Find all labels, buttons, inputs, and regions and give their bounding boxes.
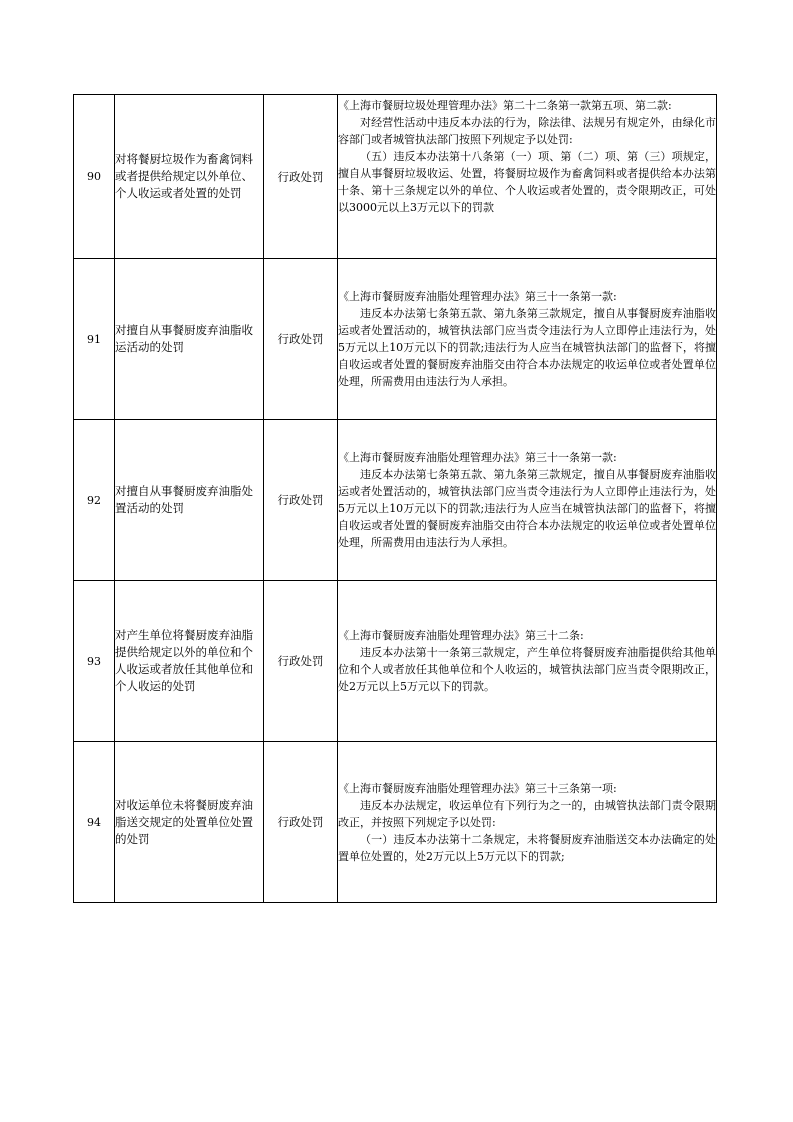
- action-type: 行政处罚: [264, 581, 338, 742]
- law-reference: 《上海市餐厨废弃油脂处理管理办法》第三十二条:: [338, 629, 584, 642]
- legal-basis: [338, 95, 717, 259]
- row-number: 93: [74, 581, 115, 742]
- legal-basis: [338, 420, 717, 581]
- table-row: [74, 95, 717, 259]
- penalty-item: [115, 259, 264, 420]
- law-reference: 《上海市餐厨废弃油脂处理管理办法》第三十三条第一项:: [338, 781, 617, 795]
- action-type: 行政处罚: [264, 259, 338, 420]
- law-paragraph: 对经营性活动中违反本办法的行为，除法律、法规另有规定外，由绿化市容部门或者城管执法部门按照下列规定予以处罚:: [338, 116, 716, 146]
- table-row: [74, 420, 717, 581]
- legal-basis: [338, 259, 717, 420]
- action-type: 行政处罚: [264, 420, 338, 581]
- penalty-item: [115, 742, 264, 903]
- row-number: 90: [74, 95, 115, 259]
- action-type: 行政处罚: [264, 95, 338, 259]
- table-row: [74, 581, 717, 742]
- law-paragraph: 违反本办法第十一条第三款规定，产生单位将餐厨废弃油脂提供给其他单位和个人或者放任其他单位和个人收运的，城管执法部门应当责令限期改正，处2万元以上5万元以下的罚款。: [338, 646, 716, 693]
- law-reference: 《上海市餐厨废弃油脂处理管理办法》第三十一条第一款:: [338, 451, 617, 464]
- law-paragraph: （一）违反本办法第十二条规定，未将餐厨废弃油脂送交本办法确定的处置单位处置的，处2万元以上5万元以下的罚款;: [338, 832, 716, 863]
- law-reference: 《上海市餐厨废弃油脂处理管理办法》第三十一条第一款:: [338, 290, 617, 303]
- law-paragraph: 违反本办法规定，收运单位有下列行为之一的，由城管执法部门责令限期改正，并按照下列规定予以处罚:: [338, 798, 716, 829]
- law-paragraph: 违反本办法第七条第五款、第九条第三款规定，擅自从事餐厨废弃油脂收运或者处置活动的，城管执法部门应当责令违法行为人立即停止违法行为，处5万元以上10万元以下的罚款;违法行为人应当在城管执法部门的监督下，将擅自收运或者处置的餐厨废弃油脂交由符合本办法规定的收运单位或者处置单位处理，所需费用由违法行为人承担。: [338, 468, 716, 549]
- row-number: 92: [74, 420, 115, 581]
- table-row: [74, 259, 717, 420]
- penalty-item: [115, 581, 264, 742]
- legal-basis-clip: [338, 95, 716, 257]
- legal-basis: [338, 742, 717, 903]
- row-number: 91: [74, 259, 115, 420]
- law-paragraph: （五）违反本办法第十八条第（一）项、第（二）项、第（三）项规定，擅自从事餐厨垃圾收运、处置，将餐厨垃圾作为畜禽饲料或者提供给本办法第十条、第十三条规定以外的单位、个人收运或者处置的，责令限期改正，可处以3000元以上3万元以下的罚款: [338, 150, 716, 214]
- law-reference: 《上海市餐厨垃圾处理管理办法》第二十二条第一款第五项、第二款:: [338, 99, 672, 112]
- penalty-item-text: 对擅自从事餐厨废弃油脂处置活动的处罚: [115, 484, 253, 515]
- penalty-item-text: 对将餐厨垃圾作为畜禽饲料或者提供给规定以外单位、个人收运或者处置的处罚: [115, 152, 253, 200]
- table-row: [74, 742, 717, 903]
- penalty-items-table: [73, 94, 717, 903]
- penalty-item: [115, 420, 264, 581]
- action-type: 行政处罚: [264, 742, 338, 903]
- legal-basis: [338, 581, 717, 742]
- penalty-item: [115, 95, 264, 259]
- penalty-item-text: 对产生单位将餐厨废弃油脂提供给规定以外的单位和个人收运或者放任其他单位和个人收运的处罚: [115, 628, 253, 693]
- penalty-item-text: 对收运单位未将餐厨废弃油脂送交规定的处置单位处置的处罚: [115, 797, 253, 846]
- law-paragraph: 违反本办法第七条第五款、第九条第三款规定，擅自从事餐厨废弃油脂收运或者处置活动的，城管执法部门应当责令违法行为人立即停止违法行为，处5万元以上10万元以下的罚款;违法行为人应当在城管执法部门的监督下，将擅自收运或者处置的餐厨废弃油脂交由符合本办法规定的收运单位或者处置单位处理，所需费用由违法行为人承担。: [338, 307, 716, 388]
- penalty-item-text: 对擅自从事餐厨废弃油脂收运活动的处罚: [115, 323, 253, 354]
- row-number: 94: [74, 742, 115, 903]
